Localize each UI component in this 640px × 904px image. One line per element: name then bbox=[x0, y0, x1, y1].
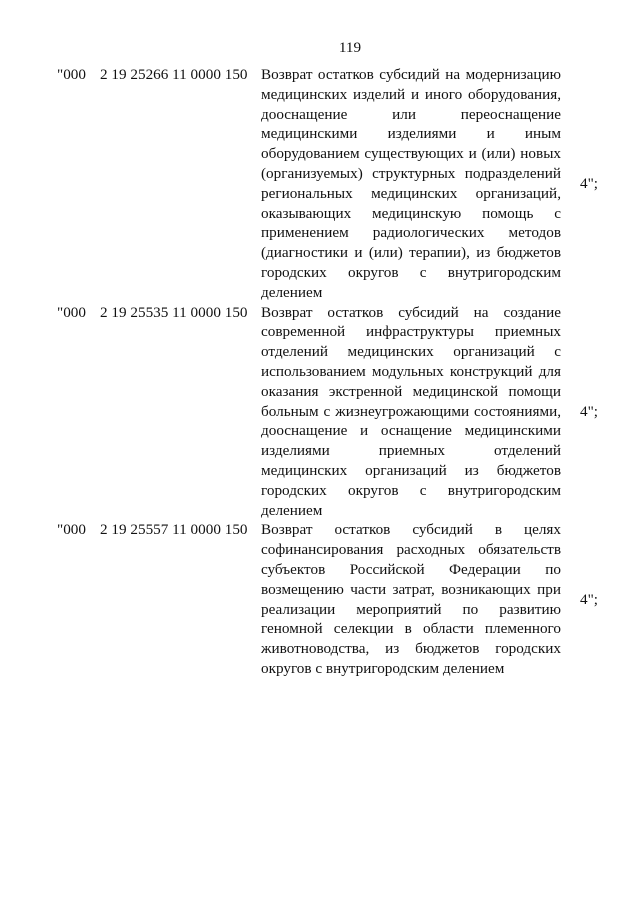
description-line: Возврат остатков субсидий на создание bbox=[261, 303, 561, 321]
description-line: возмещению части затрат, возникающих при bbox=[261, 580, 561, 598]
description-line: геномной селекции в области племенного bbox=[261, 620, 561, 638]
budget-code: 2 19 25266 11 0000 150 bbox=[100, 66, 248, 83]
row-suffix: 4"; bbox=[580, 174, 599, 192]
description-line: софинансирования расходных обязательств bbox=[261, 541, 561, 559]
row-description bbox=[261, 65, 561, 303]
description-line: использованием модульных конструкций для bbox=[261, 362, 561, 380]
description-line: реализации мероприятий по развитию bbox=[261, 600, 561, 618]
description-line: современной инфраструктуры приемных bbox=[261, 323, 561, 341]
description-line: Возврат остатков субсидий в целях bbox=[261, 521, 561, 539]
table-row bbox=[57, 520, 632, 678]
description-line: отделений медицинских организаций с bbox=[261, 343, 561, 361]
description-line: Возврат остатков субсидий на модернизацию bbox=[261, 66, 561, 83]
description-line: делением bbox=[261, 283, 323, 301]
row-prefix: "000 bbox=[57, 521, 86, 539]
page-number: 119 bbox=[338, 39, 362, 56]
description-line: животноводства, из бюджетов городских bbox=[261, 640, 561, 658]
description-line: городских округов с внутригородским bbox=[261, 481, 561, 499]
description-line: (организуемых) структурных подразделений bbox=[261, 164, 561, 182]
description-line: оказывающих медицинскую помощь с bbox=[261, 204, 561, 222]
description-line: медицинских организаций из бюджетов bbox=[261, 461, 561, 479]
budget-code-table bbox=[57, 65, 632, 679]
row-suffix: 4"; bbox=[580, 590, 599, 608]
row-prefix: "000 bbox=[57, 66, 86, 83]
budget-code: 2 19 25557 11 0000 150 bbox=[100, 521, 248, 539]
description-line: (диагностики и (или) терапии), из бюджетов bbox=[261, 244, 561, 262]
description-line: больным с жизнеугрожающими состояниями, bbox=[261, 402, 561, 420]
row-suffix: 4"; bbox=[580, 402, 599, 420]
table-row bbox=[57, 303, 632, 521]
row-prefix: "000 bbox=[57, 303, 86, 321]
description-line: региональных медицинских организаций, bbox=[261, 184, 561, 202]
description-line: оборудованием существующих и (или) новых bbox=[261, 145, 561, 163]
description-line: медицинских изделий и иного оборудования, bbox=[261, 85, 561, 103]
description-line: изделиями приемных отделений bbox=[261, 442, 561, 460]
description-line: дооснащение или переоснащение bbox=[261, 105, 561, 123]
row-description bbox=[261, 303, 561, 521]
description-line: делением bbox=[261, 501, 323, 519]
description-line: применением радиологических методов bbox=[261, 224, 561, 242]
table-row bbox=[57, 65, 632, 303]
description-line: дооснащение и оснащение медицинскими bbox=[261, 422, 561, 440]
description-line: оказания экстренной медицинской помощи bbox=[261, 382, 561, 400]
description-line: городских округов с внутригородским bbox=[261, 263, 561, 281]
description-line: субъектов Российской Федерации по bbox=[261, 560, 561, 578]
description-line: медицинскими изделиями и иным bbox=[261, 125, 561, 143]
row-description bbox=[261, 520, 561, 678]
budget-code: 2 19 25535 11 0000 150 bbox=[100, 303, 248, 321]
description-line: округов с внутригородским делением bbox=[261, 659, 505, 677]
